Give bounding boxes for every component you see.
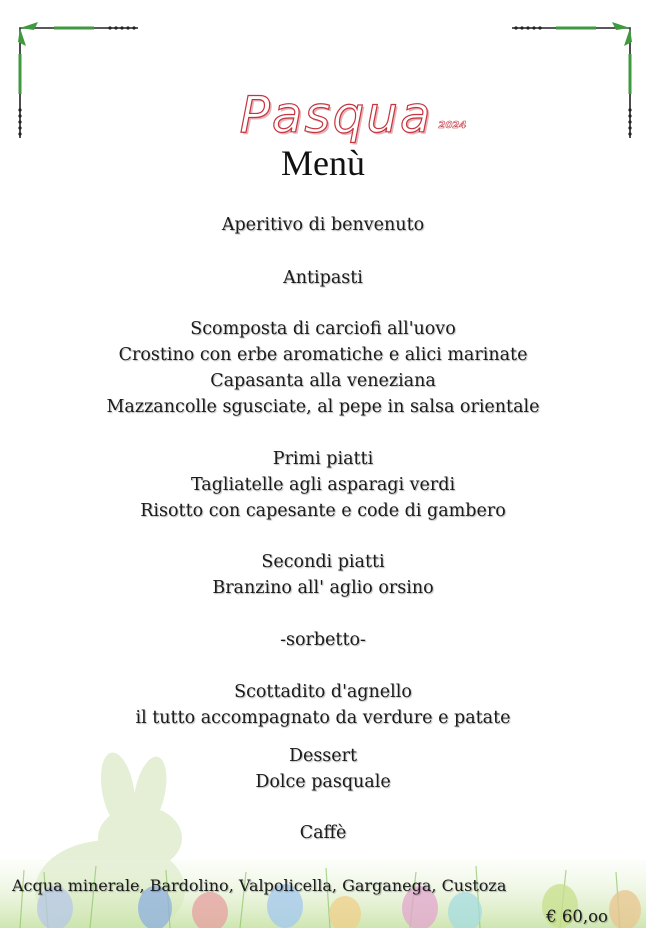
secondi-heading: Secondi piatti: [261, 552, 385, 572]
primi-item: Risotto con capesante e code di gambero: [140, 501, 506, 521]
dessert-heading: Dessert: [288, 746, 358, 766]
main-course-title: Scottadito d'agnello: [234, 682, 412, 702]
antipasti-item: Scomposta di carciofi all'uovo: [190, 319, 456, 339]
welcome-aperitif: Aperitivo di benvenuto: [221, 215, 425, 235]
antipasti-item: Mazzancolle sgusciate, al pepe in salsa orientale: [106, 397, 540, 417]
coffee-line: Caffè: [299, 823, 347, 843]
antipasti-item: Capasanta alla veneziana: [210, 371, 436, 391]
menu-heading: Menù: [281, 143, 365, 183]
primi-item: Tagliatelle agli asparagi verdi: [190, 475, 456, 495]
price-label: € 60,oo: [546, 907, 608, 926]
year-label: 2024: [438, 120, 467, 131]
antipasti-heading: Antipasti: [283, 268, 363, 288]
main-course-note: il tutto accompagnato da verdure e patate: [135, 708, 511, 728]
drinks-line: Acqua minerale, Bardolino, Valpolicella, Garganega, Custoza: [12, 876, 507, 895]
primi-heading: Primi piatti: [272, 449, 374, 469]
secondi-item: Branzino all' aglio orsino: [212, 578, 434, 598]
sorbetto-line: -sorbetto-: [280, 630, 366, 650]
dessert-item: Dolce pasquale: [255, 772, 391, 792]
pasqua-title: Pasqua: [239, 86, 433, 144]
title-block: [0, 86, 646, 144]
antipasti-item: Crostino con erbe aromatiche e alici marinate: [118, 345, 528, 365]
